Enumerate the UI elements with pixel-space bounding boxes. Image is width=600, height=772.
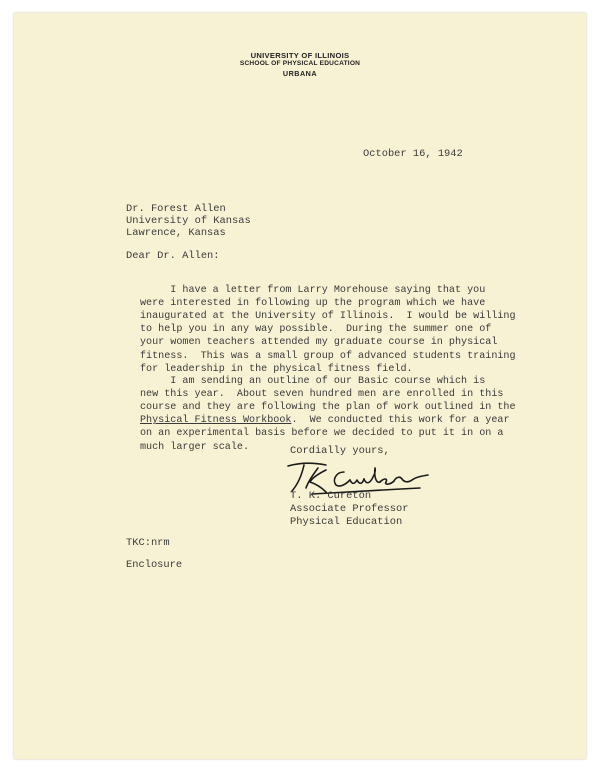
enclosure-note: Enclosure (126, 559, 183, 571)
closing: Cordially yours, (290, 445, 390, 457)
body-line: new this year. About seven hundred men are enrolled in this (140, 389, 504, 401)
body-line: for leadership in the physical fitness field. (140, 363, 413, 375)
reference-initials: TKC:nrm (126, 537, 170, 549)
workbook-tail: . We conducted this work for a year (291, 415, 510, 427)
letterhead-university: UNIVERSITY OF ILLINOIS (250, 51, 350, 60)
recipient-institution: University of Kansas (126, 215, 251, 227)
body-line: inaugurated at the University of Illinois. I would be willing (140, 311, 516, 323)
body-line: to help you in any way possible. During the summer one of (140, 324, 492, 336)
body-line: were interested in following up the program which we have (140, 298, 486, 310)
body-line: fitness. This was a small group of advanced students training (140, 350, 516, 362)
letterhead-school: SCHOOL OF PHYSICAL EDUCATION (239, 60, 361, 67)
salutation: Dear Dr. Allen: (126, 250, 220, 262)
body-line: course and they are following the plan of work outlined in the (140, 402, 516, 414)
letterhead-city: URBANA (282, 69, 318, 78)
signer-name: T. K. Cureton (290, 490, 372, 502)
body-line: much larger scale. (140, 441, 250, 453)
recipient-location: Lawrence, Kansas (126, 227, 226, 239)
signer-department: Physical Education (290, 516, 403, 528)
body-line (140, 414, 510, 427)
body-line: I have a letter from Larry Morehouse saying that you (140, 285, 486, 297)
letter-date: October 16, 1942 (363, 148, 463, 160)
body-line: I am sending an outline of our Basic course which is (140, 376, 486, 388)
recipient-name: Dr. Forest Allen (126, 203, 226, 215)
signer-title: Associate Professor (290, 503, 409, 515)
workbook-title: Physical Fitness Workbook (140, 415, 292, 427)
body-line: on an experimental basis before we decided to put it in on a (140, 428, 504, 440)
body-line: your women teachers attended my graduate course in physical (140, 337, 498, 349)
